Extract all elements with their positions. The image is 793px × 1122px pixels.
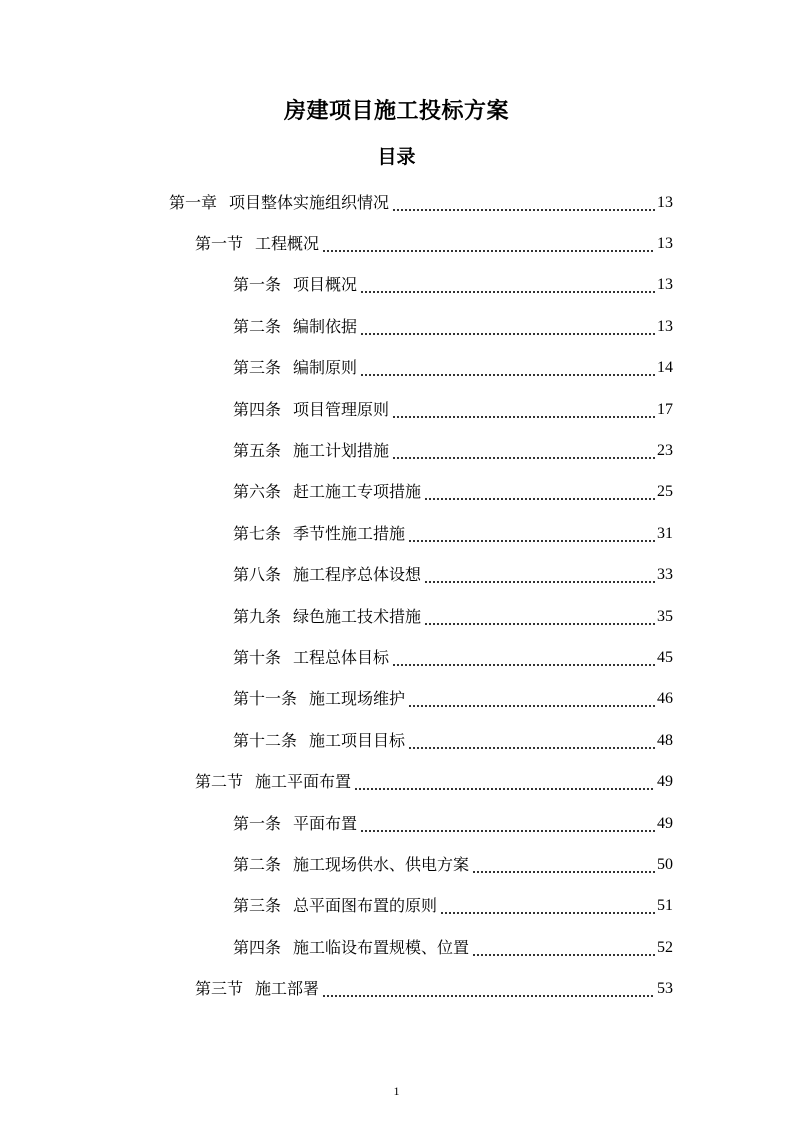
toc-entry-title: 施工现场维护	[309, 689, 406, 709]
toc-entry-title: 施工临设布置规模、位置	[293, 937, 470, 957]
toc-entry-article[interactable]	[0, 513, 793, 554]
toc-entry-title: 项目管理原则	[293, 399, 390, 419]
toc-entry-title: 项目概况	[293, 275, 358, 295]
dot-leader	[408, 524, 655, 544]
toc-entry-page: 50	[657, 855, 673, 873]
toc-entry-title: 编制依据	[293, 316, 358, 336]
toc-entry-page: 17	[657, 400, 673, 418]
toc-entry-title: 工程概况	[255, 234, 320, 254]
toc-entry-number: 第十一条	[233, 689, 298, 709]
dot-leader	[408, 731, 655, 751]
toc-entry-article[interactable]	[0, 472, 793, 513]
dot-leader	[360, 814, 655, 834]
dot-leader	[360, 317, 655, 337]
toc-entry-article[interactable]	[0, 927, 793, 968]
toc-entry-number: 第九条	[233, 606, 282, 626]
toc-entry-number: 第三条	[233, 896, 282, 916]
toc-entry-number: 第二条	[233, 854, 282, 874]
toc-entry-number: 第六条	[233, 482, 282, 502]
toc-entry-article[interactable]	[0, 803, 793, 844]
toc-entry-number: 第三节	[195, 979, 244, 999]
toc-entry-article[interactable]	[0, 886, 793, 927]
toc-entry-page: 13	[657, 193, 673, 211]
toc-entry-page: 23	[657, 442, 673, 460]
toc-entry-article[interactable]	[0, 265, 793, 306]
toc-entry-title: 平面布置	[293, 813, 358, 833]
toc-entry-page: 13	[657, 235, 673, 253]
toc-entry-number: 第四条	[233, 399, 282, 419]
toc-entry-page: 35	[657, 607, 673, 625]
toc-entry-number: 第五条	[233, 441, 282, 461]
document-title: 房建项目施工投标方案	[283, 99, 509, 124]
toc-entry-title: 总平面图布置的原则	[293, 896, 438, 916]
toc-entry-number: 第七条	[233, 523, 282, 543]
dot-leader	[354, 772, 655, 792]
dot-leader	[322, 234, 655, 254]
toc-entry-title: 季节性施工措施	[293, 523, 406, 543]
toc-entry-page: 13	[657, 317, 673, 335]
dot-leader	[408, 689, 655, 709]
toc-entry-title: 项目整体实施组织情况	[229, 192, 390, 212]
table-of-contents	[0, 182, 793, 1010]
toc-entry-title: 施工计划措施	[293, 441, 390, 461]
toc-entry-number: 第三条	[233, 358, 282, 378]
toc-entry-section-2[interactable]	[0, 761, 793, 802]
dot-leader	[440, 896, 655, 916]
dot-leader	[360, 275, 655, 295]
toc-entry-title: 施工程序总体设想	[293, 565, 422, 585]
dot-leader	[360, 358, 655, 378]
toc-entry-section-1[interactable]	[0, 223, 793, 264]
toc-entry-title: 编制原则	[293, 358, 358, 378]
toc-entry-title: 施工平面布置	[255, 772, 352, 792]
toc-entry-title: 施工项目目标	[309, 730, 406, 750]
toc-entry-page: 45	[657, 648, 673, 666]
toc-entry-page: 49	[657, 814, 673, 832]
dot-leader	[472, 855, 655, 875]
toc-entry-page: 31	[657, 524, 673, 542]
toc-entry-page: 46	[657, 690, 673, 708]
toc-entry-number: 第一章	[169, 192, 218, 212]
toc-entry-number: 第一条	[233, 275, 282, 295]
toc-entry-number: 第二条	[233, 316, 282, 336]
toc-entry-section-3[interactable]	[0, 968, 793, 1009]
dot-leader	[392, 441, 655, 461]
toc-entry-article[interactable]	[0, 430, 793, 471]
dot-leader	[392, 648, 655, 668]
toc-entry-title: 赶工施工专项措施	[293, 482, 422, 502]
toc-entry-page: 14	[657, 359, 673, 377]
toc-entry-page: 51	[657, 897, 673, 915]
toc-entry-article[interactable]	[0, 844, 793, 885]
toc-entry-page: 49	[657, 773, 673, 791]
toc-entry-number: 第十二条	[233, 730, 298, 750]
toc-heading: 目录	[377, 146, 416, 168]
toc-entry-page: 52	[657, 938, 673, 956]
dot-leader	[472, 938, 655, 958]
toc-entry-number: 第八条	[233, 565, 282, 585]
toc-entry-number: 第一节	[195, 234, 244, 254]
toc-entry-chapter-1[interactable]	[0, 182, 793, 223]
page-number: 1	[393, 1084, 400, 1098]
toc-entry-article[interactable]	[0, 596, 793, 637]
dot-leader	[322, 979, 655, 999]
toc-entry-title: 施工现场供水、供电方案	[293, 854, 470, 874]
toc-entry-number: 第四条	[233, 937, 282, 957]
dot-leader	[392, 400, 655, 420]
dot-leader	[424, 607, 655, 627]
toc-entry-page: 53	[657, 980, 673, 998]
toc-entry-article[interactable]	[0, 555, 793, 596]
toc-entry-number: 第一条	[233, 813, 282, 833]
toc-entry-article[interactable]	[0, 306, 793, 347]
dot-leader	[392, 193, 655, 213]
toc-entry-article[interactable]	[0, 348, 793, 389]
toc-entry-article[interactable]	[0, 720, 793, 761]
dot-leader	[424, 482, 655, 502]
toc-entry-page: 48	[657, 731, 673, 749]
toc-entry-number: 第十条	[233, 647, 282, 667]
toc-entry-article[interactable]	[0, 679, 793, 720]
toc-entry-title: 绿色施工技术措施	[293, 606, 422, 626]
toc-entry-number: 第二节	[195, 772, 244, 792]
toc-entry-page: 33	[657, 566, 673, 584]
toc-entry-title: 工程总体目标	[293, 647, 390, 667]
toc-entry-page: 25	[657, 483, 673, 501]
toc-entry-article[interactable]	[0, 389, 793, 430]
dot-leader	[424, 565, 655, 585]
toc-entry-title: 施工部署	[255, 979, 320, 999]
toc-entry-page: 13	[657, 276, 673, 294]
toc-entry-article[interactable]	[0, 637, 793, 678]
